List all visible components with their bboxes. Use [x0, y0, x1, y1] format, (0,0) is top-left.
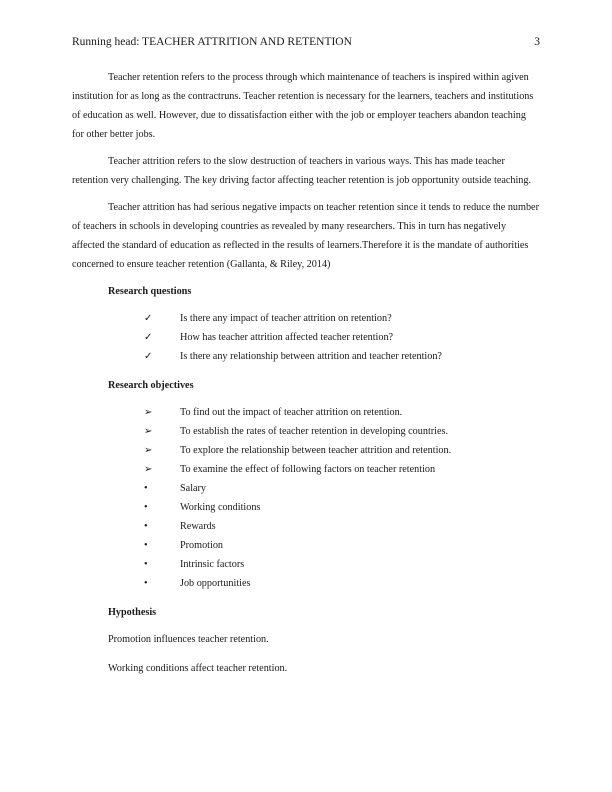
research-objectives-list: [72, 403, 540, 593]
paragraph: Teacher attrition refers to the slow destruction of teachers in various ways. This has made teacher retention very challenging. The key driving factor affecting teacher retention is job opportunity outside teaching.: [72, 156, 532, 186]
hypothesis-heading: Hypothesis: [108, 607, 157, 618]
list-item-text: Promotion: [180, 540, 224, 551]
checkmark-icon: ✓: [144, 351, 153, 362]
research-objectives-heading: Research objectives: [108, 380, 194, 391]
page-number: 3: [534, 36, 540, 48]
list-item: [72, 309, 540, 328]
list-item-text: Intrinsic factors: [180, 559, 245, 570]
list-item-text: To explore the relationship between teacher attrition and retention.: [180, 445, 452, 456]
list-item: [72, 347, 540, 366]
arrow-bullet-icon: ➢: [144, 426, 153, 437]
list-item: [72, 479, 540, 498]
list-item: [72, 517, 540, 536]
research-questions-list: [72, 309, 540, 366]
checkmark-icon: ✓: [144, 332, 153, 343]
list-item: [72, 574, 540, 593]
list-item-text: Is there any relationship between attrition and teacher retention?: [180, 351, 442, 362]
hypothesis-statement: Promotion influences teacher retention.: [108, 634, 269, 645]
list-item: [72, 536, 540, 555]
page-header: [72, 36, 540, 48]
list-item-text: To establish the rates of teacher retention in developing countries.: [180, 426, 449, 437]
list-item-text: Job opportunities: [180, 578, 251, 589]
list-item: [72, 422, 540, 441]
list-item-text: To examine the effect of following factors on teacher retention: [180, 464, 436, 475]
list-item: [72, 441, 540, 460]
list-item-text: To find out the impact of teacher attrition on retention.: [180, 407, 403, 418]
arrow-bullet-icon: ➢: [144, 407, 153, 418]
running-head: Running head: TEACHER ATTRITION AND RETENTION: [72, 36, 352, 48]
bullet-icon: •: [144, 540, 148, 551]
bullet-icon: •: [144, 483, 148, 494]
bullet-icon: •: [144, 559, 148, 570]
research-questions-heading: Research questions: [108, 286, 192, 297]
list-item-text: Working conditions: [180, 502, 261, 513]
list-item-text: Rewards: [180, 521, 216, 532]
list-item: [72, 328, 540, 347]
arrow-bullet-icon: ➢: [144, 464, 153, 475]
list-item: [72, 498, 540, 517]
list-item-text: Is there any impact of teacher attrition on retention?: [180, 313, 392, 324]
bullet-icon: •: [144, 521, 148, 532]
arrow-bullet-icon: ➢: [144, 445, 153, 456]
list-item-text: How has teacher attrition affected teacher retention?: [180, 332, 394, 343]
checkmark-icon: ✓: [144, 313, 153, 324]
document-body: [72, 68, 540, 688]
bullet-icon: •: [144, 502, 148, 513]
list-item-text: Salary: [180, 483, 207, 494]
hypothesis-statement: Working conditions affect teacher retention.: [108, 663, 288, 674]
list-item: [72, 555, 540, 574]
paragraph: Teacher attrition has had serious negative impacts on teacher retention since it tends to reduce the number of teachers in schools in developing countries as revealed by many researchers. This in turn has negatively affected the standard of education as reflected in the results of learners.Therefore it is the mandate of authorities concerned to ensure teacher retention (Gallanta, & Riley, 2014): [72, 202, 539, 270]
list-item: [72, 460, 540, 479]
bullet-icon: •: [144, 578, 148, 589]
list-item: [72, 403, 540, 422]
paragraph: Teacher retention refers to the process through which maintenance of teachers is inspired within agiven institution for as long as the contractruns. Teacher retention is necessary for the learners, teachers and institutions of education as well. However, due to dissatisfaction either with the job or employer teachers abandon teaching for other better jobs.: [72, 72, 534, 140]
